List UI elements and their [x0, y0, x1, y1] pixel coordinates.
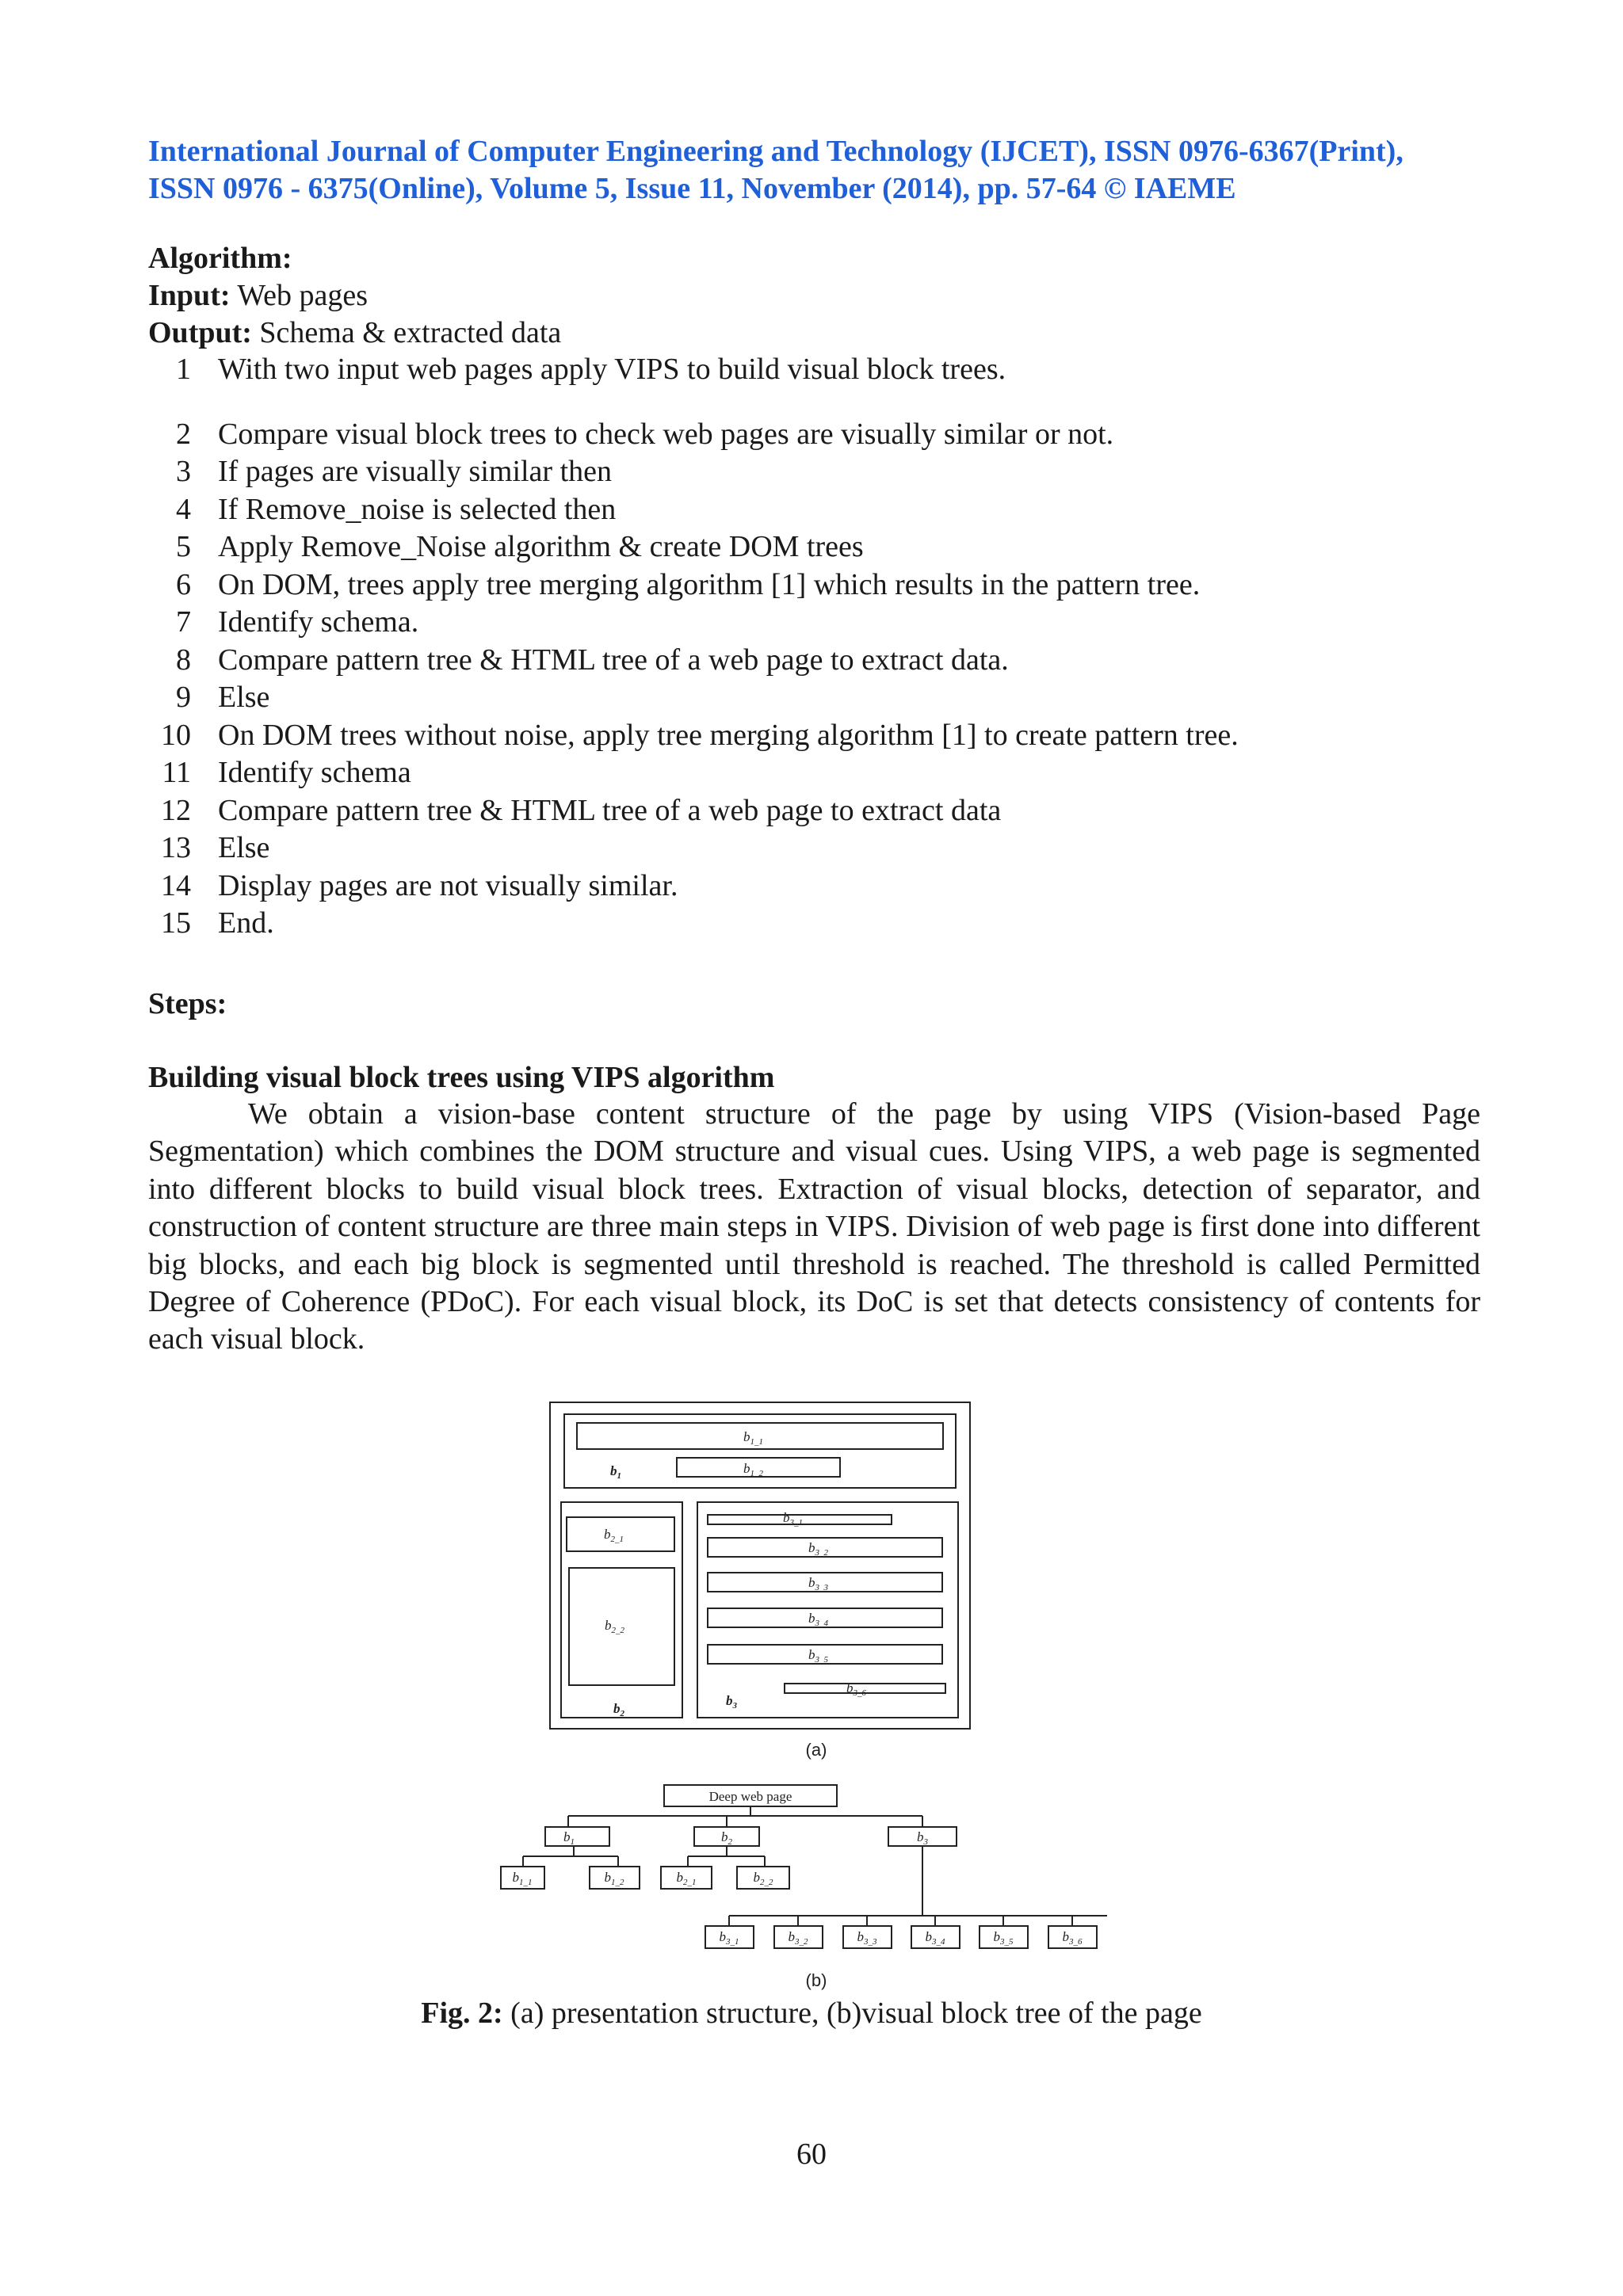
algorithm-title: Algorithm:: [148, 242, 292, 275]
label-b3: $b_3$: [726, 1693, 737, 1711]
step-number: 1: [176, 353, 191, 386]
tree-label-b3: $b_3$: [917, 1829, 928, 1847]
input-label: Input:: [148, 279, 231, 312]
caption-label: Fig. 2:: [421, 1997, 503, 2030]
figure-vips: [491, 1394, 1141, 2000]
tree-label-b1-1: $b_{1\_1}$: [512, 1870, 533, 1887]
step-number: 5: [176, 530, 191, 563]
steps-heading: Steps:: [148, 987, 227, 1020]
step-text: Display pages are not visually similar.: [218, 868, 678, 902]
step-number: 15: [161, 906, 191, 940]
output-label: Output:: [148, 316, 252, 349]
panel-a-label: (a): [805, 1740, 827, 1760]
step-text: If Remove_noise is selected then: [218, 492, 617, 526]
step-text: End.: [218, 906, 274, 940]
step-number: 2: [176, 417, 191, 451]
step-number: 12: [161, 793, 191, 827]
step-text: With two input web pages apply VIPS to build visual block trees.: [218, 353, 1006, 386]
step-number: 3: [176, 455, 191, 488]
step-text: Compare visual block trees to check web pages are visually similar or not.: [218, 417, 1114, 451]
label-b1-2: $b_{1\_2}$: [743, 1461, 763, 1478]
step-number: 14: [161, 868, 191, 902]
paragraph-text: We obtain a vision-base content structure of the page by using VIPS (Vision-based Page Segmentation) which combines the DOM structure and visual cues. Using VIPS, a web page is segmented into different blocks to build visual block trees. Extraction of visual blocks, detection of separator, and construction of content structure are three main steps in VIPS. Division of web page is first done into different big blocks, and each big block is segmented until threshold is reached. The threshold is called Permitted Degree of Coherence (PDoC). For each visual block, its DoC is set that detects consistency of contents for each visual block.: [148, 1097, 1480, 1356]
step-text: On DOM trees without noise, apply tree merging algorithm [1] to create pattern tree.: [218, 718, 1239, 752]
step-text: Else: [218, 831, 270, 864]
section-heading: Building visual block trees using VIPS algorithm: [148, 1061, 775, 1094]
block-b3: [697, 1502, 958, 1718]
label-b2-2: $b_{2\_2}$: [605, 1618, 624, 1635]
input-value: Web pages: [230, 279, 369, 312]
tree-label-b2-2: $b_{2\_2}$: [753, 1870, 773, 1887]
tree-label-b3-4: $b_{3\_4}$: [925, 1929, 945, 1947]
figure-svg: [491, 1394, 1141, 1997]
label-b2-1: $b_{2\_1}$: [604, 1527, 624, 1544]
section-paragraph: [148, 1096, 1480, 1359]
page-outline: [550, 1402, 970, 1729]
step-text: If pages are visually similar then: [218, 455, 613, 488]
label-b1-1: $b_{1\_1}$: [743, 1429, 763, 1447]
tree-label-b3-1: $b_{3\_1}$: [719, 1929, 739, 1947]
label-b3-5: $b_{3\_5}$: [808, 1647, 828, 1665]
step-text: Identify schema.: [218, 605, 419, 639]
tree-label-b3-3: $b_{3\_3}$: [857, 1929, 877, 1947]
tree-label-b2-1: $b_{2\_1}$: [676, 1870, 697, 1887]
step-number: 8: [176, 643, 191, 677]
tree-label-b1-2: $b_{1\_2}$: [604, 1870, 624, 1887]
root-label: Deep web page: [708, 1789, 792, 1804]
label-b3-3: $b_{3\_3}$: [808, 1575, 828, 1592]
label-b3-2: $b_{3\_2}$: [808, 1540, 828, 1558]
step-number: 4: [176, 492, 191, 526]
algorithm-output: [148, 315, 561, 352]
step-text: Compare pattern tree & HTML tree of a web page to extract data.: [218, 643, 1009, 677]
tree-label-b2: $b_2$: [721, 1829, 732, 1847]
step-text: On DOM, trees apply tree merging algorithm [1] which results in the pattern tree.: [218, 567, 1201, 601]
step-number: 13: [161, 831, 191, 864]
step-number: 9: [176, 681, 191, 714]
step-number: 11: [162, 756, 191, 789]
step-text: Compare pattern tree & HTML tree of a web page to extract data: [218, 793, 1002, 827]
tree-label-b3-5: $b_{3\_5}$: [993, 1929, 1014, 1947]
step-text: Else: [218, 681, 270, 714]
tree-label-b1: $b_1$: [563, 1829, 575, 1847]
panel-b-label: (b): [805, 1970, 827, 1990]
algorithm-input: [148, 277, 368, 315]
step-number: 10: [161, 718, 191, 752]
label-b3-6: $b_{3\_6}$: [846, 1680, 866, 1698]
journal-header-line-1: International Journal of Computer Engineering and Technology (IJCET), ISSN 0976-6367(Print),: [148, 135, 1403, 168]
label-b2: $b_2$: [613, 1701, 624, 1718]
step-text: Apply Remove_Noise algorithm & create DOM trees: [218, 530, 864, 563]
step-number: 6: [176, 567, 191, 601]
tree-label-b3-2: $b_{3\_2}$: [788, 1929, 808, 1947]
caption-text: (a) presentation structure, (b)visual block tree of the page: [502, 1997, 1202, 2030]
label-b3-1: $b_{3\_1}$: [783, 1510, 803, 1527]
figure-caption: [0, 1995, 1623, 2032]
step-text: Identify schema: [218, 756, 411, 789]
journal-header-line-2: ISSN 0976 - 6375(Online), Volume 5, Issue 11, November (2014), pp. 57-64 © IAEME: [148, 172, 1236, 205]
output-value: Schema & extracted data: [251, 316, 562, 349]
page-number: 60: [796, 2138, 827, 2171]
journal-header: [148, 133, 1487, 208]
label-b3-4: $b_{3\_4}$: [808, 1611, 828, 1628]
step-number: 7: [176, 605, 191, 639]
node-b1: [545, 1827, 609, 1846]
tree-label-b3-6: $b_{3\_6}$: [1062, 1929, 1083, 1947]
label-b1: $b_1$: [610, 1463, 621, 1481]
